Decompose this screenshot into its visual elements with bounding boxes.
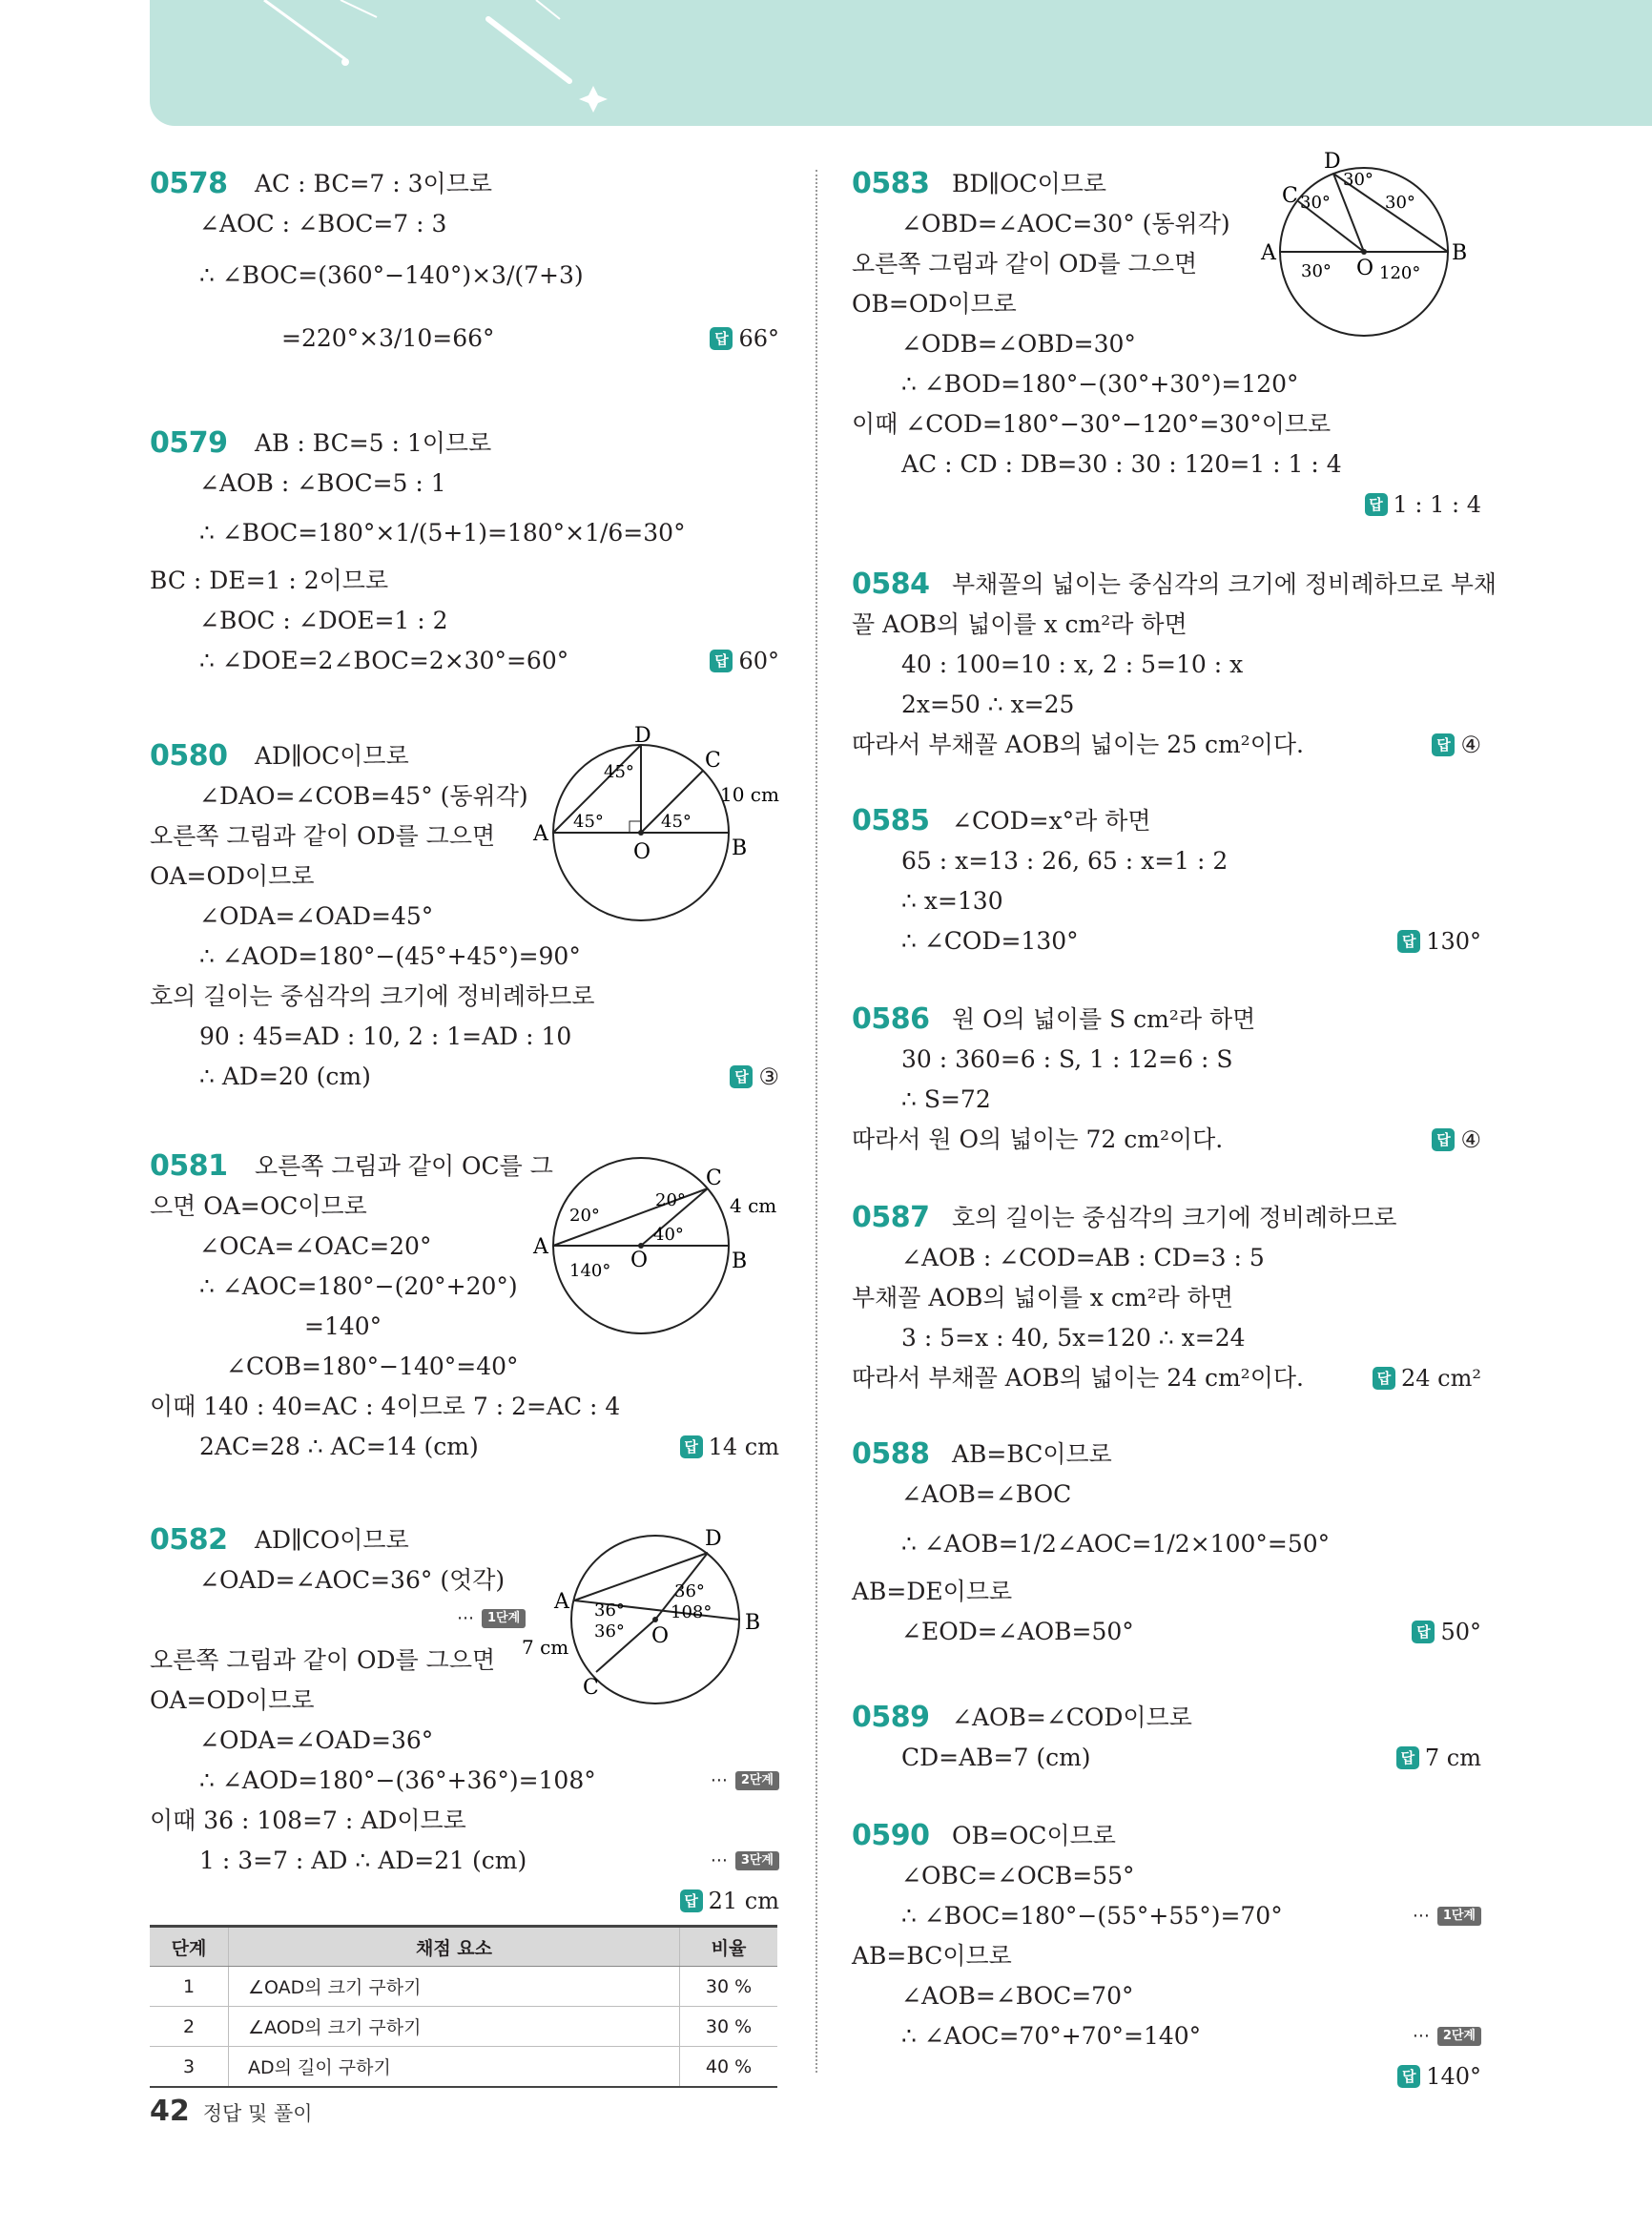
label-b: B — [732, 1249, 748, 1273]
solution-line: 호의 길이는 중심각의 크기에 정비례하므로 — [150, 982, 595, 1010]
solution-line: 따라서 부채꼴 AOB의 넓이는 25 cm²이다. — [852, 731, 1304, 758]
table-cell: 30 % — [680, 2007, 778, 2047]
page-number: 42 — [150, 2095, 190, 2128]
solution-line: 1 : 3=7 : AD ∴ AD=21 (cm) — [199, 1847, 527, 1874]
solution-line: 따라서 부채꼴 AOB의 넓이는 24 cm²이다. — [852, 1364, 1304, 1392]
problem-number: 0587 — [852, 1201, 930, 1234]
solution-line: ∠OCA=∠OAC=20° — [199, 1232, 432, 1260]
length-label: 4 cm — [730, 1194, 777, 1217]
circle-figure-0583 — [1261, 149, 1486, 349]
solution-line: 부채꼴의 넓이는 중심각의 크기에 정비례하므로 부채 — [952, 570, 1497, 598]
angle-label: 40° — [653, 1225, 684, 1245]
solution-line: AD∥CO이므로 — [255, 1526, 409, 1554]
page-footer — [150, 2095, 313, 2128]
length-label: 7 cm — [522, 1636, 569, 1659]
solution-line: 오른쪽 그림과 같이 OD를 그으면 — [852, 250, 1198, 278]
column-divider — [816, 170, 817, 2073]
scoring-table — [150, 1925, 777, 2088]
solution-line: 으면 OA=OC이므로 — [150, 1192, 367, 1220]
problem-number: 0579 — [150, 426, 228, 460]
solution-line: 오른쪽 그림과 같이 OD를 그으면 — [150, 1646, 496, 1674]
problem-number: 0588 — [852, 1437, 930, 1471]
problem-number: 0585 — [852, 804, 930, 837]
label-o: O — [630, 1249, 649, 1272]
angle-label: 30° — [1385, 193, 1415, 213]
table-cell: 3 — [150, 2047, 229, 2088]
answer-icon: 답 — [730, 1065, 753, 1088]
table-cell: ∠AOD의 크기 구하기 — [229, 2007, 680, 2047]
ellipsis: ⋯ — [1412, 1906, 1430, 1926]
solution-line: ∠OBD=∠AOC=30° (동위각) — [901, 210, 1230, 237]
answer-value: 140° — [1426, 2063, 1481, 2090]
label-c: C — [583, 1676, 599, 1700]
answer — [1432, 1124, 1481, 1156]
answer — [1412, 1616, 1481, 1648]
answer-value: 14 cm — [708, 1434, 779, 1460]
decorative-sparkles — [150, 0, 1652, 126]
solution-line: AB=BC이므로 — [952, 1440, 1112, 1468]
solution-line: OB=OD이므로 — [852, 290, 1017, 318]
circle-figure-0582 — [522, 1517, 779, 1717]
step-marker — [1413, 2020, 1481, 2053]
angle-label: 120° — [1379, 263, 1421, 283]
solution-line: ∴ ∠AOD=180°−(45°+45°)=90° — [199, 942, 581, 970]
label-c: C — [706, 1167, 722, 1190]
solution-line: 이때 ∠COD=180°−30°−120°=30°이므로 — [852, 410, 1332, 438]
step-badge: 2단계 — [735, 1771, 779, 1790]
solution-line: AD∥OC이므로 — [255, 742, 409, 770]
label-o: O — [651, 1624, 670, 1648]
label-a: A — [533, 822, 548, 846]
label-o: O — [633, 840, 651, 864]
solution-line: 부채꼴 AOB의 넓이를 x cm²라 하면 — [852, 1284, 1233, 1311]
answer — [710, 322, 779, 355]
answer — [1432, 729, 1481, 761]
answer-icon: 답 — [1397, 2065, 1420, 2088]
angle-label: 36° — [594, 1621, 625, 1642]
ellipsis: ⋯ — [710, 1770, 728, 1790]
angle-label: 140° — [569, 1261, 611, 1281]
solution-line: ∴ S=72 — [901, 1085, 991, 1113]
table-row — [150, 2047, 777, 2088]
answer-icon: 답 — [710, 650, 733, 672]
label-a: A — [554, 1590, 569, 1614]
solution-line: ∠DAO=∠COB=45° (동위각) — [199, 782, 528, 810]
answer-icon: 답 — [1396, 1746, 1419, 1769]
table-cell: 40 % — [680, 2047, 778, 2088]
answer-icon: 답 — [1365, 493, 1388, 516]
solution-line: ∠BOC : ∠DOE=1 : 2 — [199, 607, 448, 634]
label-a: A — [533, 1235, 548, 1259]
answer — [710, 645, 779, 677]
solution-line: 90 : 45=AD : 10, 2 : 1=AD : 10 — [199, 1022, 572, 1050]
step-marker — [711, 1845, 779, 1877]
ellipsis: ⋯ — [710, 1850, 728, 1870]
label-d: D — [634, 724, 651, 748]
answer — [1397, 2060, 1481, 2093]
angle-label: 45° — [604, 762, 634, 782]
step-badge: 1단계 — [482, 1609, 526, 1628]
solution-line: ∴ ∠DOE=2∠BOC=2×30°=60° — [199, 647, 569, 674]
answer — [680, 1431, 779, 1463]
solution-line: ∠AOB=∠COD이므로 — [952, 1703, 1192, 1731]
answer-value: 66° — [738, 325, 779, 352]
table-cell: AD의 길이 구하기 — [229, 2047, 680, 2088]
solution-line: 2AC=28 ∴ AC=14 (cm) — [199, 1433, 479, 1460]
solution-line: 3 : 5=x : 40, 5x=120 ∴ x=24 — [901, 1324, 1246, 1352]
table-header: 비율 — [680, 1927, 778, 1967]
solution-line: ∠AOC : ∠BOC=7 : 3 — [199, 210, 447, 237]
answer-value: 24 cm² — [1401, 1365, 1481, 1392]
step-badge: 3단계 — [735, 1851, 779, 1870]
angle-label: 30° — [1343, 170, 1373, 190]
problem-number: 0580 — [150, 739, 228, 773]
label-c: C — [1282, 184, 1298, 208]
table-row — [150, 2007, 777, 2047]
label-a: A — [1261, 241, 1276, 265]
angle-label: 36° — [594, 1600, 625, 1621]
step-badge: 1단계 — [1437, 1907, 1481, 1926]
answer-value: 7 cm — [1424, 1745, 1481, 1771]
solution-line: 2x=50 ∴ x=25 — [901, 691, 1075, 718]
solution-line: ∴ ∠BOC=180°−(55°+55°)=70° — [901, 1902, 1283, 1930]
table-cell: 30 % — [680, 1967, 778, 2007]
solution-line: AC : BC=7 : 3이므로 — [255, 170, 492, 197]
step-marker — [457, 1602, 526, 1635]
solution-line: ∠COB=180°−140°=40° — [226, 1352, 519, 1380]
problem-number: 0584 — [852, 568, 930, 601]
table-header: 단계 — [150, 1927, 229, 1967]
answer-value: 60° — [738, 648, 779, 674]
solution-line: 원 O의 넓이를 S cm²라 하면 — [952, 1005, 1256, 1033]
answer — [730, 1061, 779, 1093]
angle-label: 20° — [655, 1190, 686, 1210]
solution-line: ∠OAD=∠AOC=36° (엇각) — [199, 1566, 506, 1594]
solution-line: ∠AOB=∠BOC — [901, 1480, 1072, 1508]
angle-label: 108° — [671, 1602, 712, 1622]
solution-line: 40 : 100=10 : x, 2 : 5=10 : x — [901, 650, 1244, 678]
solution-line: AB=BC이므로 — [852, 1942, 1012, 1970]
answer — [1396, 1742, 1481, 1774]
angle-label: 20° — [569, 1206, 600, 1226]
solution-line: ∴ ∠BOC=(360°−140°)×3/(7+3) — [199, 261, 584, 289]
solution-line: ∠OBC=∠OCB=55° — [901, 1862, 1135, 1889]
angle-label: 30° — [1301, 261, 1332, 281]
table-header: 채점 요소 — [229, 1927, 680, 1967]
step-marker — [711, 1765, 779, 1797]
label-b: B — [745, 1611, 761, 1635]
answer-value: ③ — [758, 1063, 779, 1090]
solution-line: OA=OD이므로 — [150, 862, 315, 890]
label-c: C — [705, 749, 721, 773]
answer — [1397, 925, 1481, 958]
solution-line: BC : DE=1 : 2이므로 — [150, 567, 389, 594]
angle-label: 45° — [661, 812, 692, 832]
solution-line: OA=OD이므로 — [150, 1686, 315, 1714]
problem-number: 0589 — [852, 1701, 930, 1734]
label-d: D — [1324, 150, 1341, 174]
answer-icon: 답 — [680, 1435, 703, 1458]
label-b: B — [1452, 241, 1468, 265]
solution-line: 따라서 원 O의 넓이는 72 cm²이다. — [852, 1125, 1224, 1153]
table-cell: 1 — [150, 1967, 229, 2007]
label-b: B — [732, 836, 748, 860]
solution-line: AB=DE이므로 — [852, 1578, 1013, 1605]
length-label: 10 cm — [720, 783, 779, 806]
solution-line: =220°×3/10=66° — [281, 324, 495, 352]
solution-line: 호의 길이는 중심각의 크기에 정비례하므로 — [952, 1204, 1397, 1231]
label-d: D — [705, 1527, 722, 1551]
answer — [1373, 1362, 1481, 1394]
answer — [680, 1885, 779, 1917]
solution-line: ∴ ∠AOB=1/2∠AOC=1/2×100°=50° — [901, 1530, 1331, 1558]
solution-line: 꼴 AOB의 넓이를 x cm²라 하면 — [852, 610, 1187, 638]
solution-line: ∠AOB=∠BOC=70° — [901, 1982, 1134, 2010]
solution-line: ∴ ∠COD=130° — [901, 927, 1079, 955]
problem-number: 0583 — [852, 167, 930, 200]
ellipsis: ⋯ — [1412, 2026, 1430, 2046]
table-cell: 2 — [150, 2007, 229, 2047]
solution-line: ∴ x=130 — [901, 887, 1003, 915]
solution-line: 오른쪽 그림과 같이 OD를 그으면 — [150, 822, 496, 850]
answer-value: 130° — [1426, 928, 1481, 955]
answer-icon: 답 — [1432, 1128, 1455, 1151]
solution-line: ∴ ∠AOC=70°+70°=140° — [901, 2022, 1202, 2050]
problem-number: 0590 — [852, 1819, 930, 1852]
step-marker — [1413, 1900, 1481, 1932]
solution-line: ∴ ∠AOD=180°−(36°+36°)=108° — [199, 1766, 596, 1794]
circle-figure-0581 — [533, 1143, 779, 1343]
solution-line: ∠ODB=∠OBD=30° — [901, 330, 1136, 358]
solution-line: ∴ ∠AOC=180°−(20°+20°) — [199, 1272, 518, 1300]
answer-icon: 답 — [1412, 1621, 1435, 1643]
table-cell: ∠OAD의 크기 구하기 — [229, 1967, 680, 2007]
answer-icon: 답 — [1432, 733, 1455, 756]
angle-label: 36° — [674, 1581, 705, 1601]
problem-number: 0578 — [150, 167, 228, 200]
circle-figure-0580 — [533, 724, 779, 933]
solution-line: 이때 140 : 40=AC : 4이므로 7 : 2=AC : 4 — [150, 1393, 621, 1420]
answer-value: 50° — [1440, 1619, 1481, 1645]
answer-value: 1 : 1 : 4 — [1393, 491, 1481, 518]
solution-line: ∠ODA=∠OAD=45° — [199, 902, 434, 930]
problem-number: 0586 — [852, 1002, 930, 1036]
solution-line: ∠AOB : ∠COD=AB : CD=3 : 5 — [901, 1244, 1265, 1271]
table-row — [150, 1967, 777, 2007]
problem-number: 0581 — [150, 1149, 228, 1183]
ellipsis: ⋯ — [457, 1608, 474, 1628]
answer-icon: 답 — [1397, 930, 1420, 953]
solution-line: CD=AB=7 (cm) — [901, 1744, 1091, 1771]
solution-line: AB : BC=5 : 1이므로 — [255, 429, 492, 457]
header-band — [150, 0, 1652, 126]
answer-icon: 답 — [1373, 1367, 1395, 1390]
problem-number: 0582 — [150, 1523, 228, 1557]
solution-line: ∠ODA=∠OAD=36° — [199, 1726, 434, 1754]
solution-line: ∴ ∠BOD=180°−(30°+30°)=120° — [901, 370, 1299, 398]
solution-line: AC : CD : DB=30 : 30 : 120=1 : 1 : 4 — [901, 450, 1342, 478]
answer — [1365, 488, 1482, 521]
label-o: O — [1356, 257, 1374, 280]
solution-line: OB=OC이므로 — [952, 1822, 1116, 1849]
solution-line: ∴ ∠BOC=180°×1/(5+1)=180°×1/6=30° — [199, 519, 686, 547]
answer-icon: 답 — [710, 327, 733, 350]
solution-line: BD∥OC이므로 — [952, 170, 1107, 197]
solution-line: 30 : 360=6 : S, 1 : 12=6 : S — [901, 1045, 1233, 1073]
solution-line: =140° — [304, 1312, 382, 1340]
step-badge: 2단계 — [1437, 2027, 1481, 2046]
solution-line: 이때 36 : 108=7 : AD이므로 — [150, 1807, 466, 1834]
angle-label: 30° — [1300, 193, 1331, 213]
solution-line: 오른쪽 그림과 같이 OC를 그 — [255, 1152, 553, 1180]
solution-line: ∠AOB : ∠BOC=5 : 1 — [199, 469, 446, 497]
answer-value: ④ — [1460, 732, 1481, 758]
solution-line: ∠EOD=∠AOB=50° — [901, 1618, 1134, 1645]
angle-label: 45° — [573, 812, 604, 832]
solution-line: ∴ AD=20 (cm) — [199, 1063, 371, 1090]
footer-title: 정답 및 풀이 — [202, 2102, 313, 2125]
solution-line: 65 : x=13 : 26, 65 : x=1 : 2 — [901, 847, 1229, 875]
answer-value: 21 cm — [708, 1888, 779, 1914]
solution-line: ∠COD=x°라 하면 — [952, 807, 1151, 835]
answer-icon: 답 — [680, 1889, 703, 1912]
answer-value: ④ — [1460, 1126, 1481, 1153]
